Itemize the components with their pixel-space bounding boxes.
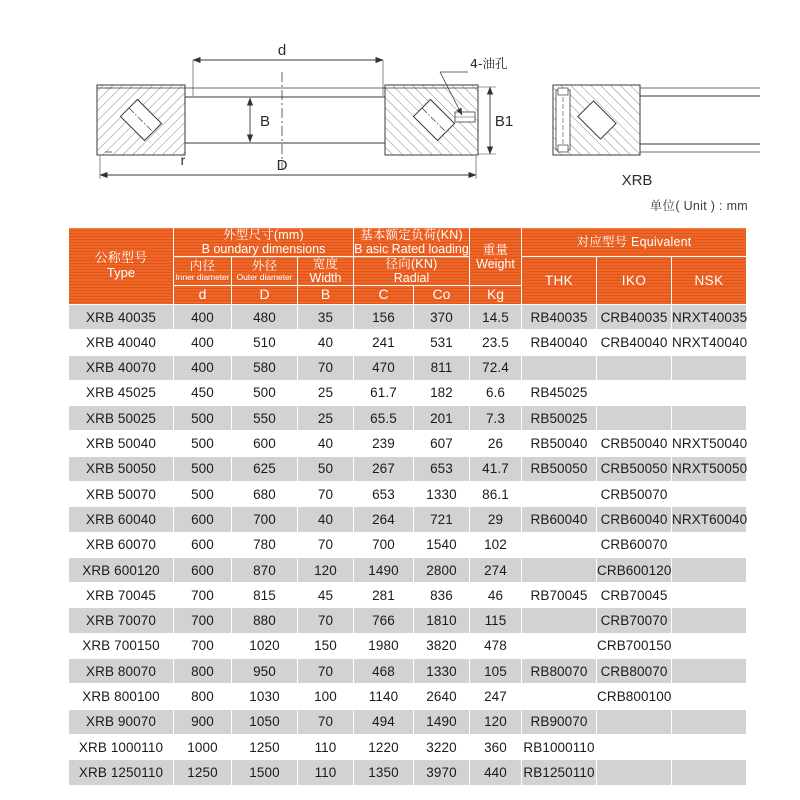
cell-Co: 370	[414, 304, 470, 329]
cell-thk: RB70045	[522, 583, 597, 608]
cell-nsk	[672, 532, 747, 557]
cell-C: 1980	[354, 633, 414, 658]
header-width-en: Width	[309, 271, 342, 285]
cell-d: 500	[174, 431, 232, 456]
cell-weight: 14.5	[470, 304, 522, 329]
cell-type: XRB 50050	[69, 456, 174, 481]
dim-label-r: r	[180, 152, 186, 168]
cell-weight: 274	[470, 557, 522, 582]
cell-type: XRB 50025	[69, 406, 174, 431]
cell-d: 600	[174, 557, 232, 582]
table-row	[69, 304, 747, 329]
cell-thk: RB60040	[522, 507, 597, 532]
cell-weight: 360	[470, 734, 522, 759]
cell-B: 45	[298, 583, 354, 608]
header-boundary-en: B oundary dimensions	[201, 242, 326, 256]
cell-weight: 72.4	[470, 355, 522, 380]
table-row	[69, 684, 747, 709]
cell-B: 150	[298, 633, 354, 658]
cell-d: 400	[174, 330, 232, 355]
cell-d: 1000	[174, 734, 232, 759]
cell-D: 550	[232, 406, 298, 431]
cell-nsk	[672, 583, 747, 608]
cell-nsk: NRXT40040	[672, 330, 747, 355]
cell-weight: 46	[470, 583, 522, 608]
header-equivalent	[522, 228, 747, 257]
cell-B: 70	[298, 532, 354, 557]
cell-thk	[522, 633, 597, 658]
table-row	[69, 709, 747, 734]
cell-weight: 41.7	[470, 456, 522, 481]
header-inner-diameter	[174, 257, 232, 286]
header-rated-load	[354, 228, 470, 257]
header-boundary-dimensions	[174, 228, 354, 257]
cell-B: 40	[298, 330, 354, 355]
table-row	[69, 431, 747, 456]
cell-D: 1050	[232, 709, 298, 734]
table-row	[69, 734, 747, 759]
cell-d: 900	[174, 709, 232, 734]
cell-C: 156	[354, 304, 414, 329]
dim-label-B1: B1	[494, 113, 514, 130]
cell-nsk	[672, 406, 747, 431]
cell-B: 100	[298, 684, 354, 709]
cell-B: 25	[298, 380, 354, 405]
cell-B: 70	[298, 355, 354, 380]
cell-C: 700	[354, 532, 414, 557]
cell-iko: CRB800100	[597, 684, 672, 709]
cell-D: 780	[232, 532, 298, 557]
cell-thk: RB90070	[522, 709, 597, 734]
cell-weight: 23.5	[470, 330, 522, 355]
table-row	[69, 330, 747, 355]
header-symbol-B: B	[298, 286, 354, 305]
header-equivalent-label: 对应型号 Equivalent	[576, 235, 692, 249]
cell-d: 500	[174, 456, 232, 481]
cell-d: 500	[174, 481, 232, 506]
cell-weight: 6.6	[470, 380, 522, 405]
cell-Co: 607	[414, 431, 470, 456]
cell-weight: 115	[470, 608, 522, 633]
cell-Co: 1330	[414, 481, 470, 506]
header-brand-nsk	[672, 257, 747, 305]
cell-iko: CRB60040	[597, 507, 672, 532]
cell-D: 815	[232, 583, 298, 608]
header-load-en: B asic Rated loading	[354, 242, 469, 256]
cell-Co: 1330	[414, 659, 470, 684]
cell-type: XRB 700150	[69, 633, 174, 658]
cell-Co: 1490	[414, 709, 470, 734]
series-label-xrb: XRB	[621, 172, 653, 189]
header-inner-cn: 内径	[189, 259, 216, 274]
cell-thk	[522, 608, 597, 633]
table-row	[69, 532, 747, 557]
cell-d: 800	[174, 659, 232, 684]
cell-D: 700	[232, 507, 298, 532]
cell-weight: 120	[470, 709, 522, 734]
cell-D: 950	[232, 659, 298, 684]
cell-type: XRB 800100	[69, 684, 174, 709]
cell-thk	[522, 481, 597, 506]
cell-Co: 836	[414, 583, 470, 608]
cell-iko: CRB40040	[597, 330, 672, 355]
cell-type: XRB 45025	[69, 380, 174, 405]
cell-nsk	[672, 608, 747, 633]
header-outer-diameter	[232, 257, 298, 286]
cell-C: 61.7	[354, 380, 414, 405]
header-type-en: Type	[106, 264, 136, 280]
cell-nsk: NRXT50050	[672, 456, 747, 481]
cell-iko: CRB70045	[597, 583, 672, 608]
header-iko-label: IKO	[621, 272, 647, 288]
table-row	[69, 760, 747, 785]
header-inner-en: Inner diameter	[175, 272, 230, 283]
cell-thk: RB40035	[522, 304, 597, 329]
cell-d: 450	[174, 380, 232, 405]
table-row	[69, 557, 747, 582]
cell-thk: RB50050	[522, 456, 597, 481]
cell-iko	[597, 380, 672, 405]
cell-Co: 2800	[414, 557, 470, 582]
header-symbol-Kg: Kg	[470, 286, 522, 305]
cell-D: 625	[232, 456, 298, 481]
cell-nsk	[672, 380, 747, 405]
cell-weight: 29	[470, 507, 522, 532]
cell-weight: 7.3	[470, 406, 522, 431]
cell-C: 267	[354, 456, 414, 481]
table-row	[69, 456, 747, 481]
cell-d: 600	[174, 532, 232, 557]
cell-thk	[522, 532, 597, 557]
cell-D: 500	[232, 380, 298, 405]
cell-D: 870	[232, 557, 298, 582]
header-type-cn: 公称型号	[94, 250, 148, 266]
cell-thk: RB50025	[522, 406, 597, 431]
cell-d: 400	[174, 355, 232, 380]
cell-type: XRB 80070	[69, 659, 174, 684]
cell-iko: CRB700150	[597, 633, 672, 658]
bearing-technical-drawing	[0, 0, 800, 205]
table-row	[69, 608, 747, 633]
cell-iko	[597, 355, 672, 380]
cell-D: 480	[232, 304, 298, 329]
cell-D: 1250	[232, 734, 298, 759]
header-weight-en: Weight	[476, 256, 515, 271]
header-brand-thk	[522, 257, 597, 305]
header-weight	[470, 228, 522, 286]
cell-type: XRB 600120	[69, 557, 174, 582]
header-symbol-d: d	[174, 286, 232, 305]
header-outer-en: Outer diameter	[236, 272, 293, 283]
cell-nsk	[672, 734, 747, 759]
cell-d: 700	[174, 633, 232, 658]
header-outer-cn: 外径	[251, 259, 278, 274]
cell-thk: RB1000110	[522, 734, 597, 759]
cell-D: 680	[232, 481, 298, 506]
header-width	[298, 257, 354, 286]
cell-type: XRB 50040	[69, 431, 174, 456]
drawing-svg	[0, 0, 800, 205]
cell-D: 600	[232, 431, 298, 456]
cell-weight: 247	[470, 684, 522, 709]
cell-C: 239	[354, 431, 414, 456]
cell-C: 653	[354, 481, 414, 506]
cell-d: 800	[174, 684, 232, 709]
table-body	[69, 304, 747, 785]
cell-C: 264	[354, 507, 414, 532]
header-brand-iko	[597, 257, 672, 305]
bearing-spec-table	[68, 227, 747, 786]
cell-D: 510	[232, 330, 298, 355]
header-symbol-Co: Co	[414, 286, 470, 305]
cell-nsk	[672, 557, 747, 582]
cell-d: 700	[174, 583, 232, 608]
cell-iko	[597, 734, 672, 759]
dim-label-D: D	[276, 157, 288, 174]
cell-nsk	[672, 355, 747, 380]
cell-D: 1030	[232, 684, 298, 709]
cell-Co: 1810	[414, 608, 470, 633]
cell-C: 1140	[354, 684, 414, 709]
header-row-1	[69, 228, 747, 257]
cell-iko: CRB60070	[597, 532, 672, 557]
cell-type: XRB 40035	[69, 304, 174, 329]
cell-B: 40	[298, 431, 354, 456]
cell-nsk	[672, 633, 747, 658]
header-nsk-label: NSK	[694, 272, 724, 288]
header-width-cn: 宽度	[312, 257, 339, 271]
cell-Co: 3220	[414, 734, 470, 759]
cell-nsk	[672, 709, 747, 734]
cell-Co: 182	[414, 380, 470, 405]
cell-weight: 440	[470, 760, 522, 785]
cell-type: XRB 60070	[69, 532, 174, 557]
cell-weight: 26	[470, 431, 522, 456]
cell-B: 110	[298, 760, 354, 785]
cell-C: 766	[354, 608, 414, 633]
dim-label-B: B	[259, 113, 271, 130]
cell-type: XRB 1000110	[69, 734, 174, 759]
cell-nsk	[672, 659, 747, 684]
cell-C: 470	[354, 355, 414, 380]
cell-iko: CRB50050	[597, 456, 672, 481]
cell-nsk	[672, 481, 747, 506]
header-type	[69, 228, 174, 305]
cell-C: 1350	[354, 760, 414, 785]
header-load-cn: 基本额定负荷(KN)	[360, 228, 463, 242]
cell-d: 500	[174, 406, 232, 431]
cell-D: 580	[232, 355, 298, 380]
cell-C: 65.5	[354, 406, 414, 431]
cell-thk: RB1250110	[522, 760, 597, 785]
cell-D: 880	[232, 608, 298, 633]
cell-D: 1500	[232, 760, 298, 785]
cell-D: 1020	[232, 633, 298, 658]
cell-nsk	[672, 760, 747, 785]
unit-note: 单位( Unit ) : mm	[649, 199, 748, 213]
header-symbol-D: D	[232, 286, 298, 305]
cell-Co: 201	[414, 406, 470, 431]
cell-C: 1220	[354, 734, 414, 759]
cell-B: 40	[298, 507, 354, 532]
cell-iko: CRB50040	[597, 431, 672, 456]
header-radial-cn: 径向(KN)	[385, 257, 438, 271]
cell-iko: CRB600120	[597, 557, 672, 582]
cell-C: 468	[354, 659, 414, 684]
cell-C: 1490	[354, 557, 414, 582]
cell-B: 35	[298, 304, 354, 329]
cell-weight: 102	[470, 532, 522, 557]
table-row	[69, 507, 747, 532]
cell-type: XRB 70045	[69, 583, 174, 608]
header-thk-label: THK	[544, 272, 574, 288]
cell-Co: 2640	[414, 684, 470, 709]
table-row	[69, 355, 747, 380]
cell-thk	[522, 684, 597, 709]
cell-weight: 478	[470, 633, 522, 658]
cell-thk	[522, 355, 597, 380]
cell-B: 120	[298, 557, 354, 582]
table-row	[69, 481, 747, 506]
cell-B: 70	[298, 709, 354, 734]
cell-d: 400	[174, 304, 232, 329]
cell-nsk: NRXT40035	[672, 304, 747, 329]
cell-type: XRB 40040	[69, 330, 174, 355]
cell-thk: RB50040	[522, 431, 597, 456]
cell-Co: 1540	[414, 532, 470, 557]
header-weight-cn: 重量	[482, 242, 509, 257]
dim-label-d: d	[277, 42, 287, 59]
cell-type: XRB 60040	[69, 507, 174, 532]
cell-B: 110	[298, 734, 354, 759]
cell-iko: CRB50070	[597, 481, 672, 506]
table-row	[69, 380, 747, 405]
cell-B: 50	[298, 456, 354, 481]
table-header	[69, 228, 747, 305]
header-radial	[354, 257, 470, 286]
cell-Co: 531	[414, 330, 470, 355]
header-boundary-cn: 外型尺寸(mm)	[223, 228, 304, 242]
cell-Co: 3820	[414, 633, 470, 658]
cell-iko: CRB40035	[597, 304, 672, 329]
cell-type: XRB 40070	[69, 355, 174, 380]
cell-type: XRB 70070	[69, 608, 174, 633]
cell-iko	[597, 406, 672, 431]
table-row	[69, 406, 747, 431]
cell-Co: 721	[414, 507, 470, 532]
cell-B: 70	[298, 659, 354, 684]
cell-B: 25	[298, 406, 354, 431]
cell-B: 70	[298, 481, 354, 506]
cell-nsk: NRXT60040	[672, 507, 747, 532]
cell-thk: RB40040	[522, 330, 597, 355]
cell-thk: RB45025	[522, 380, 597, 405]
cell-d: 600	[174, 507, 232, 532]
table-row	[69, 633, 747, 658]
cell-nsk	[672, 684, 747, 709]
oil-hole-label: 4-油孔	[470, 56, 508, 71]
cell-iko: CRB80070	[597, 659, 672, 684]
cell-iko	[597, 760, 672, 785]
cell-iko: CRB70070	[597, 608, 672, 633]
cell-d: 1250	[174, 760, 232, 785]
cell-Co: 811	[414, 355, 470, 380]
cell-type: XRB 90070	[69, 709, 174, 734]
cell-thk: RB80070	[522, 659, 597, 684]
cell-type: XRB 1250110	[69, 760, 174, 785]
cell-B: 70	[298, 608, 354, 633]
cell-d: 700	[174, 608, 232, 633]
cell-weight: 86.1	[470, 481, 522, 506]
cell-Co: 653	[414, 456, 470, 481]
header-radial-en: Radial	[393, 271, 430, 285]
table-row	[69, 583, 747, 608]
cell-nsk: NRXT50040	[672, 431, 747, 456]
cell-weight: 105	[470, 659, 522, 684]
cell-Co: 3970	[414, 760, 470, 785]
cell-type: XRB 50070	[69, 481, 174, 506]
cell-thk	[522, 557, 597, 582]
header-symbol-C: C	[354, 286, 414, 305]
table-row	[69, 659, 747, 684]
cell-C: 281	[354, 583, 414, 608]
cell-C: 494	[354, 709, 414, 734]
cell-C: 241	[354, 330, 414, 355]
cell-iko	[597, 709, 672, 734]
